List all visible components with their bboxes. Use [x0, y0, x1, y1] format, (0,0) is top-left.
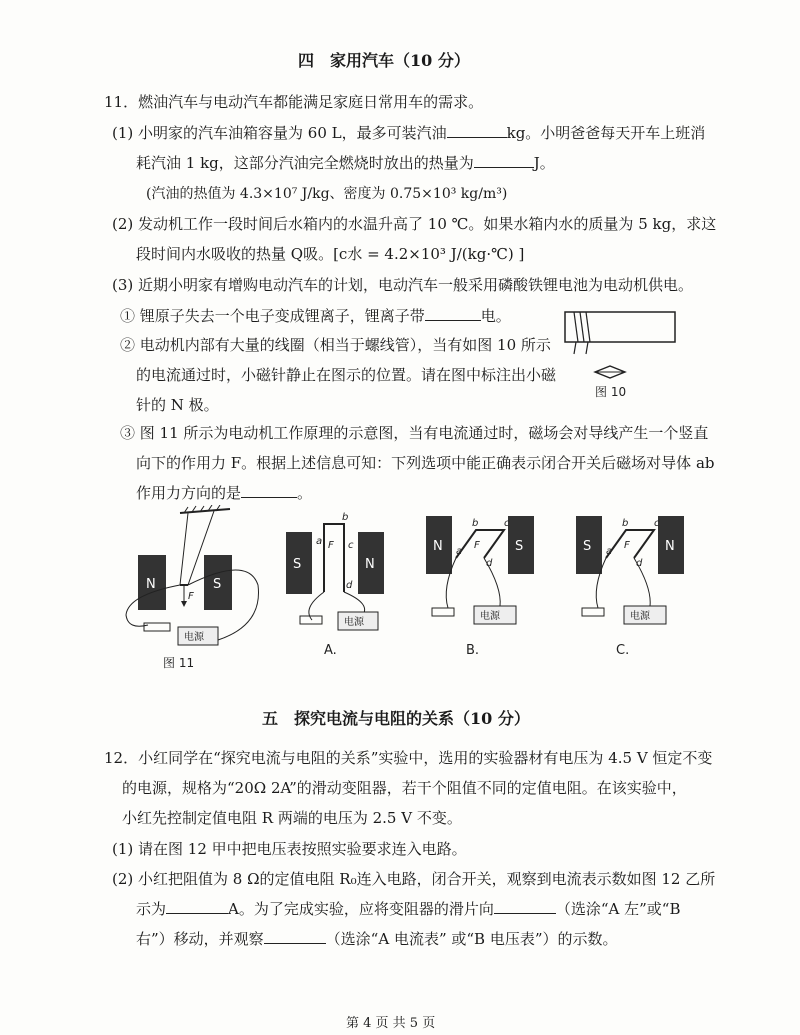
magnet-pole-label: N	[665, 539, 675, 554]
option-a-label: A.	[324, 643, 337, 658]
q11-part2-line1: (2) 发动机工作一段时间后水箱内的水温升高了 10 ℃。如果水箱内水的质量为 5 kg，求这	[112, 215, 717, 233]
q11-part3-item3-line3	[136, 482, 312, 503]
magnet-pole-label: S	[515, 539, 524, 554]
figure-11-motor-principle	[118, 505, 268, 675]
q11-p1-text-d: J。	[533, 154, 555, 172]
section-title-5: 五 探究电流与电阻的关系（10 分）	[262, 709, 530, 728]
q12-p2-text-e: （选涂“A 电流表” 或“B 电压表”）的示数。	[325, 930, 618, 948]
q11-part2-line2: 段时间内水吸收的热量 Q吸。[c水 = 4.2×10³ J/(kg·℃) ]	[136, 245, 525, 263]
q12-p2-text-b: A。为了完成实验，应将变阻器的滑片向	[228, 900, 494, 918]
q11-part3-item2-line1: ② 电动机内部有大量的线圈（相当于螺线管），当有如图 10 所示	[120, 336, 551, 354]
q11-p1-text-b: kg。小明爸爸每天开车上班消	[506, 124, 706, 142]
figure-11-label: 图 11	[163, 656, 195, 670]
q11-part1-note: (汽油的热值为 4.3×10⁷ J/kg、密度为 0.75×10³ kg/m³)	[146, 186, 508, 202]
power-supply-label: 电源	[344, 617, 364, 628]
conductor-label: d	[346, 580, 353, 591]
force-label: F	[474, 540, 480, 551]
answer-blank[interactable]	[494, 899, 556, 914]
conductor-label: d	[636, 558, 643, 569]
magnet-pole-label: S	[293, 557, 302, 572]
q11-p3-i1-text-a: ① 锂原子失去一个电子变成锂离子，锂离子带	[120, 307, 425, 325]
magnet-pole-label: N	[146, 577, 156, 592]
q12-p2-text-a: 示为	[136, 900, 167, 918]
answer-blank[interactable]	[447, 123, 507, 138]
q11-p3-i3-text-b: 。	[297, 484, 313, 502]
force-label: F	[188, 591, 194, 602]
q12-p2-text-c: （选涂“A 左”或“B	[555, 900, 681, 918]
force-label: F	[624, 540, 630, 551]
q11-part1-line1	[112, 122, 705, 143]
q11-part3-item3-line1: ③ 图 11 所示为电动机工作原理的示意图，当有电流通过时，磁场会对导线产生一个竖直	[120, 424, 709, 442]
page-footer: 第 4 页 共 5 页	[346, 1016, 436, 1031]
q11-part3-item2-line3: 针的 N 极。	[136, 396, 219, 414]
section-title-4: 四 家用汽车（10 分）	[298, 51, 470, 70]
conductor-label: b	[472, 518, 479, 529]
figure-10-label: 图 10	[595, 385, 627, 399]
q11-part3-line1: (3) 近期小明家有增购电动汽车的计划，电动汽车一般采用磷酸铁锂电池为电动机供电。	[112, 276, 694, 294]
option-b-diagram	[422, 508, 542, 658]
force-label: F	[328, 540, 334, 551]
q12-part2-line1: (2) 小红把阻值为 8 Ω的定值电阻 R₀连入电路，闭合开关，观察到电流表示数如图 12 乙所	[112, 870, 716, 888]
power-supply-label: 电源	[184, 632, 204, 643]
q11-p3-i3-text-a: 作用力方向的是	[136, 484, 242, 502]
magnet-pole-label: N	[365, 557, 375, 572]
q12-part2-line3	[136, 928, 618, 949]
conductor-label: d	[486, 558, 493, 569]
q11-part1-line2	[136, 152, 555, 173]
conductor-label: c	[348, 540, 354, 551]
option-c-diagram	[572, 508, 692, 658]
q11-part3-item1	[120, 305, 511, 326]
option-a-diagram	[282, 508, 392, 658]
magnet-pole-label: S	[213, 577, 222, 592]
question-12-line3: 小红先控制定值电阻 R 两端的电压为 2.5 V 不变。	[122, 809, 462, 827]
conductor-label: b	[342, 512, 349, 523]
conductor-label: a	[456, 546, 463, 557]
conductor-label: a	[606, 546, 613, 557]
magnet-pole-label: N	[433, 539, 443, 554]
answer-blank[interactable]	[474, 153, 534, 168]
question-12-line2: 的电源，规格为“20Ω 2A”的滑动变阻器，若干个阻值不同的定值电阻。在该实验中，	[122, 779, 687, 797]
option-b-label: B.	[466, 643, 480, 658]
answer-blank[interactable]	[166, 899, 228, 914]
conductor-label: c	[654, 518, 660, 529]
question-12-line1: 12．小红同学在“探究电流与电阻的关系”实验中，选用的实验器材有电压为 4.5 V 恒定不变	[104, 749, 713, 767]
answer-blank[interactable]	[264, 929, 326, 944]
power-supply-label: 电源	[480, 611, 500, 622]
option-c-label: C.	[616, 643, 630, 658]
q12-part1: (1) 请在图 12 甲中把电压表按照实验要求连入电路。	[112, 840, 467, 858]
q12-p2-text-d: 右”）移动，并观察	[136, 930, 264, 948]
q11-p1-text-c: 耗汽油 1 kg，这部分汽油完全燃烧时放出的热量为	[136, 154, 474, 172]
conductor-label: a	[316, 536, 323, 547]
answer-blank[interactable]	[425, 306, 481, 321]
answer-blank[interactable]	[241, 483, 297, 498]
power-supply-label: 电源	[630, 611, 650, 622]
q11-part3-item2-line2: 的电流通过时，小磁针静止在图示的位置。请在图中标注出小磁	[136, 366, 557, 384]
conductor-label: b	[622, 518, 629, 529]
conductor-label: c	[504, 518, 510, 529]
figure-10-solenoid	[560, 304, 680, 404]
question-11-stem: 11．燃油汽车与电动汽车都能满足家庭日常用车的需求。	[104, 93, 484, 111]
q11-p3-i1-text-b: 电。	[480, 307, 511, 325]
magnet-pole-label: S	[583, 539, 592, 554]
q12-part2-line2	[136, 898, 681, 919]
q11-p1-text-a: (1) 小明家的汽车油箱容量为 60 L，最多可装汽油	[112, 124, 447, 142]
q11-part3-item3-line2: 向下的作用力 F。根据上述信息可知：下列选项中能正确表示闭合开关后磁场对导体 ab	[136, 454, 715, 472]
